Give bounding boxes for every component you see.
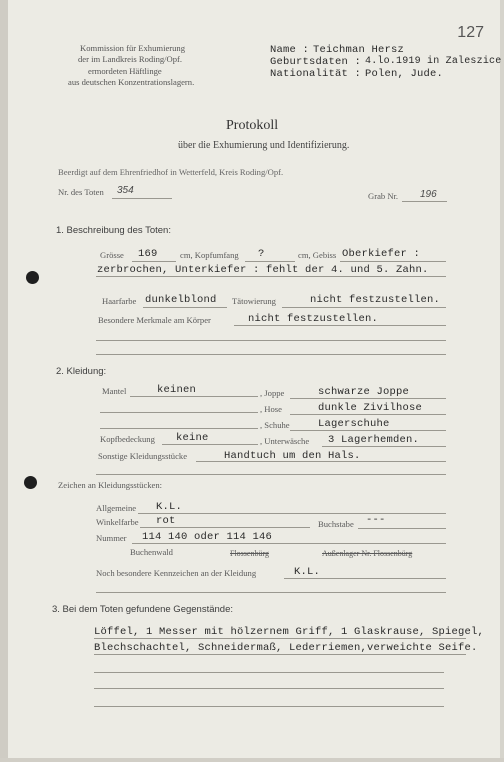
burial-place: Beerdigt auf dem Ehrenfriedhof in Wetterfeld, Kreis Roding/Opf. bbox=[58, 167, 284, 177]
coat-value: keinen bbox=[157, 384, 197, 396]
nationality-value: Polen, Jude. bbox=[365, 68, 444, 80]
more-marks-label: Noch besondere Kennzeichen an der Kleidung bbox=[96, 568, 257, 578]
letter-label: Buchstabe bbox=[318, 519, 354, 529]
head-circ-value: ? bbox=[258, 248, 265, 260]
items-line-1: Löffel, 1 Messer mit hölzernem Griff, 1 Glaskrause, Spiegel, bbox=[94, 626, 485, 638]
marks-value: nicht festzustellen. bbox=[248, 313, 379, 325]
angle-label: Winkelfarbe bbox=[96, 517, 139, 527]
page-bottom-edge bbox=[0, 758, 504, 762]
camp-buchenwald: Buchenwald bbox=[130, 547, 173, 557]
section2-heading: 2. Kleidung: bbox=[56, 366, 107, 377]
underwear-value: 3 Lagerhemden. bbox=[328, 434, 420, 446]
camp-flossenbuerg: Flossenbürg bbox=[230, 549, 269, 558]
headwear-value: keine bbox=[176, 432, 209, 444]
page-left-edge bbox=[0, 0, 8, 762]
camp-outpost: Außenlager Nr. Flossenbürg bbox=[322, 549, 413, 558]
page-right-edge bbox=[500, 0, 504, 762]
teeth-label: cm, Gebiss bbox=[298, 250, 337, 260]
section3-heading: 3. Bei dem Toten gefundene Gegenstände: bbox=[52, 604, 233, 615]
birth-value: 4.lo.1919 in Zaleszice bbox=[365, 56, 502, 67]
tattoo-label: Tätowierung bbox=[232, 296, 276, 306]
jacket-value: schwarze Joppe bbox=[318, 386, 410, 398]
section1-heading: 1. Beschreibung des Toten: bbox=[56, 225, 171, 236]
page-number: 127 bbox=[457, 24, 484, 41]
shoes-value: Lagerschuhe bbox=[318, 418, 390, 430]
headwear-label: Kopfbedeckung bbox=[100, 434, 155, 444]
height-label: Grösse bbox=[100, 250, 124, 260]
page-subtitle: über die Exhumierung und Identifizierung. bbox=[178, 140, 350, 151]
name-label: Name : bbox=[270, 44, 310, 56]
commission-line-4: aus deutschen Konzentrationslagern. bbox=[68, 77, 195, 87]
trousers-value: dunkle Zivilhose bbox=[318, 402, 423, 414]
teeth-value-2: zerbrochen, Unterkiefer : fehlt der 4. und 5. Zahn. bbox=[97, 264, 429, 276]
commission-line-1: Kommission für Exhumierung bbox=[80, 43, 186, 53]
marks-heading: Zeichen an Kleidungsstücken: bbox=[58, 480, 163, 490]
shoes-label: , Schuhe bbox=[260, 420, 290, 430]
coat-label: Mantel bbox=[102, 386, 127, 396]
angle-value: rot bbox=[156, 515, 176, 527]
general-value: K.L. bbox=[156, 501, 183, 513]
nationality-label: Nationalität : bbox=[270, 68, 362, 80]
underwear-label: , Unterwäsche bbox=[260, 436, 310, 446]
hair-label: Haarfarbe bbox=[102, 296, 137, 306]
birth-label: Geburtsdaten : bbox=[270, 56, 362, 68]
letter-value: --- bbox=[366, 514, 386, 526]
number-label: Nummer bbox=[96, 533, 127, 543]
head-circ-label: cm, Kopfumfang bbox=[180, 250, 239, 260]
teeth-value-1: Oberkiefer : bbox=[342, 248, 421, 260]
commission-line-3: ermordeten Häftlinge bbox=[88, 66, 162, 76]
dead-no-value: 354 bbox=[117, 185, 134, 196]
other-clothing-label: Sonstige Kleidungsstücke bbox=[98, 451, 188, 461]
grave-no-label: Grab Nr. bbox=[368, 191, 399, 201]
items-line-2: Blechschachtel, Schneidermaß, Lederriemen,verweichte Seife. bbox=[94, 642, 478, 654]
trousers-label: , Hose bbox=[260, 404, 282, 414]
page-title: Protokoll bbox=[226, 118, 279, 133]
grave-no-value: 196 bbox=[420, 189, 437, 200]
marks-label: Besondere Merkmale am Körper bbox=[98, 315, 211, 325]
jacket-label: , Joppe bbox=[260, 388, 285, 398]
general-label: Allgemeine bbox=[96, 503, 137, 513]
hair-value: dunkelblond bbox=[145, 294, 217, 306]
commission-line-2: der im Landkreis Roding/Opf. bbox=[78, 54, 183, 64]
punch-hole-bottom bbox=[24, 476, 37, 489]
name-value: Teichman Hersz bbox=[313, 44, 405, 56]
dead-no-label: Nr. des Toten bbox=[58, 187, 104, 197]
punch-hole-top bbox=[26, 271, 39, 284]
number-value: 114 140 oder 114 146 bbox=[142, 531, 273, 543]
height-value: 169 bbox=[138, 248, 158, 260]
tattoo-value: nicht festzustellen. bbox=[310, 294, 441, 306]
more-marks-value: K.L. bbox=[294, 566, 321, 578]
other-clothing-value: Handtuch um den Hals. bbox=[224, 450, 361, 462]
